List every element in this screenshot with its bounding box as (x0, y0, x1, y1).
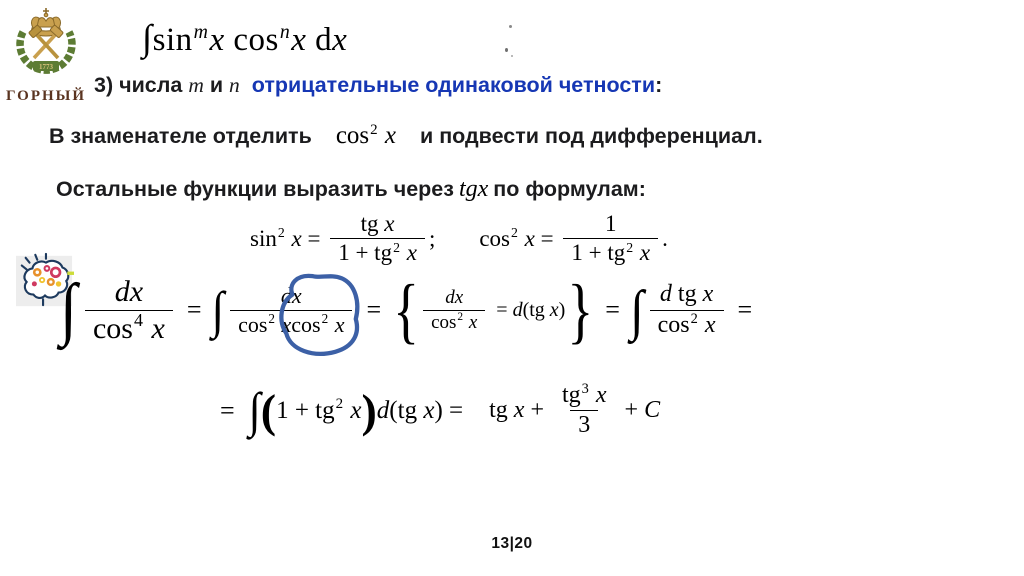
equals-sign: = (737, 295, 753, 324)
page-number: 13|20 (491, 535, 533, 552)
instruction-step-2 (56, 176, 646, 203)
step1-text-before: В знаменателе отделить (49, 123, 312, 148)
fraction-with-annotation (226, 284, 356, 335)
separator-semicolon: ; (428, 225, 436, 251)
step1-text-after: и подвести под дифференциал. (420, 123, 763, 148)
separator-period: . (662, 225, 668, 251)
fraction: $\frac{\text{tg x}}{1 + tg^2 x}$ (330, 212, 425, 265)
integral-sign: ∫ (60, 270, 77, 348)
integral-sign: ∫ (629, 278, 644, 341)
integral-sign: ∫ (211, 281, 225, 339)
equals-sign: = (366, 295, 382, 324)
banner-1773 (33, 61, 59, 71)
equals-sign: = (605, 295, 620, 324)
university-logo (6, 6, 86, 105)
crossed-hammers (29, 25, 64, 58)
derivation-row-2 (210, 383, 660, 438)
result-start: tg x + (489, 397, 550, 424)
derivation-row-1 (60, 269, 762, 351)
step1-inline-formula: $\cos^2 x$ (335, 121, 396, 149)
case-heading: 3) числа m и n отрицательные одинаковой четности: (94, 73, 663, 97)
identities-row (250, 212, 668, 265)
step2-text-after: по формулам: (493, 177, 646, 201)
integrand: $1 + tg^2$ x (276, 396, 362, 424)
fraction-dtgx-over-cos2: $\frac{\text{d tg x}}{\cos^2 x}$ (650, 282, 724, 337)
fraction: $\frac{1}{1 + tg^2 x}$ (563, 212, 658, 265)
result-end: + C (618, 397, 661, 424)
step2-inline-formula: tgx (458, 176, 489, 202)
instruction-step-1 (49, 122, 763, 150)
close-brace: } (567, 269, 594, 351)
identity-cos-lhs: $\cos^2 x$ = (479, 225, 560, 251)
substitution-note (393, 269, 594, 351)
logo-caption: ГОРНЫЙ (6, 88, 87, 104)
equals-sign: = (186, 295, 202, 324)
equals-sign: = (220, 395, 235, 425)
open-brace: { (393, 269, 420, 351)
identity-cos-squared (479, 212, 668, 265)
fraction-dx-over-cos4: $\frac{dx}{\cos^4 x}$ (85, 276, 173, 344)
screen-artifact-dot (511, 55, 513, 57)
university-emblem-icon (7, 6, 85, 82)
integral-sign: ∫ (248, 382, 261, 438)
svg-text:1773: 1773 (39, 63, 53, 71)
fraction-tg3-over-3: $\frac{tg^3 x}{3}$ (562, 381, 607, 439)
open-paren: ( (260, 384, 277, 437)
close-paren: ) (361, 384, 377, 437)
identity-sin-squared (250, 212, 435, 265)
substitution-equality: = d(tg x) (491, 298, 566, 321)
fraction-dx-over-cos2: $\frac{dx}{\cos^2 x}$ (423, 288, 485, 333)
step2-text-before: Остальные функции выразить через (56, 177, 454, 201)
differential: d(tg x) = (376, 396, 464, 424)
slide-title-formula: $\int\sin^mx$ $\cos^nx$ dx (142, 17, 348, 58)
identity-sin-lhs: $\sin^2 x$ = (250, 225, 327, 251)
fraction-dx-over-cos2cos2: $\frac{dx}{\cos^2 xcos^2 x}$ (230, 284, 352, 335)
screen-artifact-dot (505, 48, 508, 52)
screen-artifact-dot (509, 25, 512, 28)
